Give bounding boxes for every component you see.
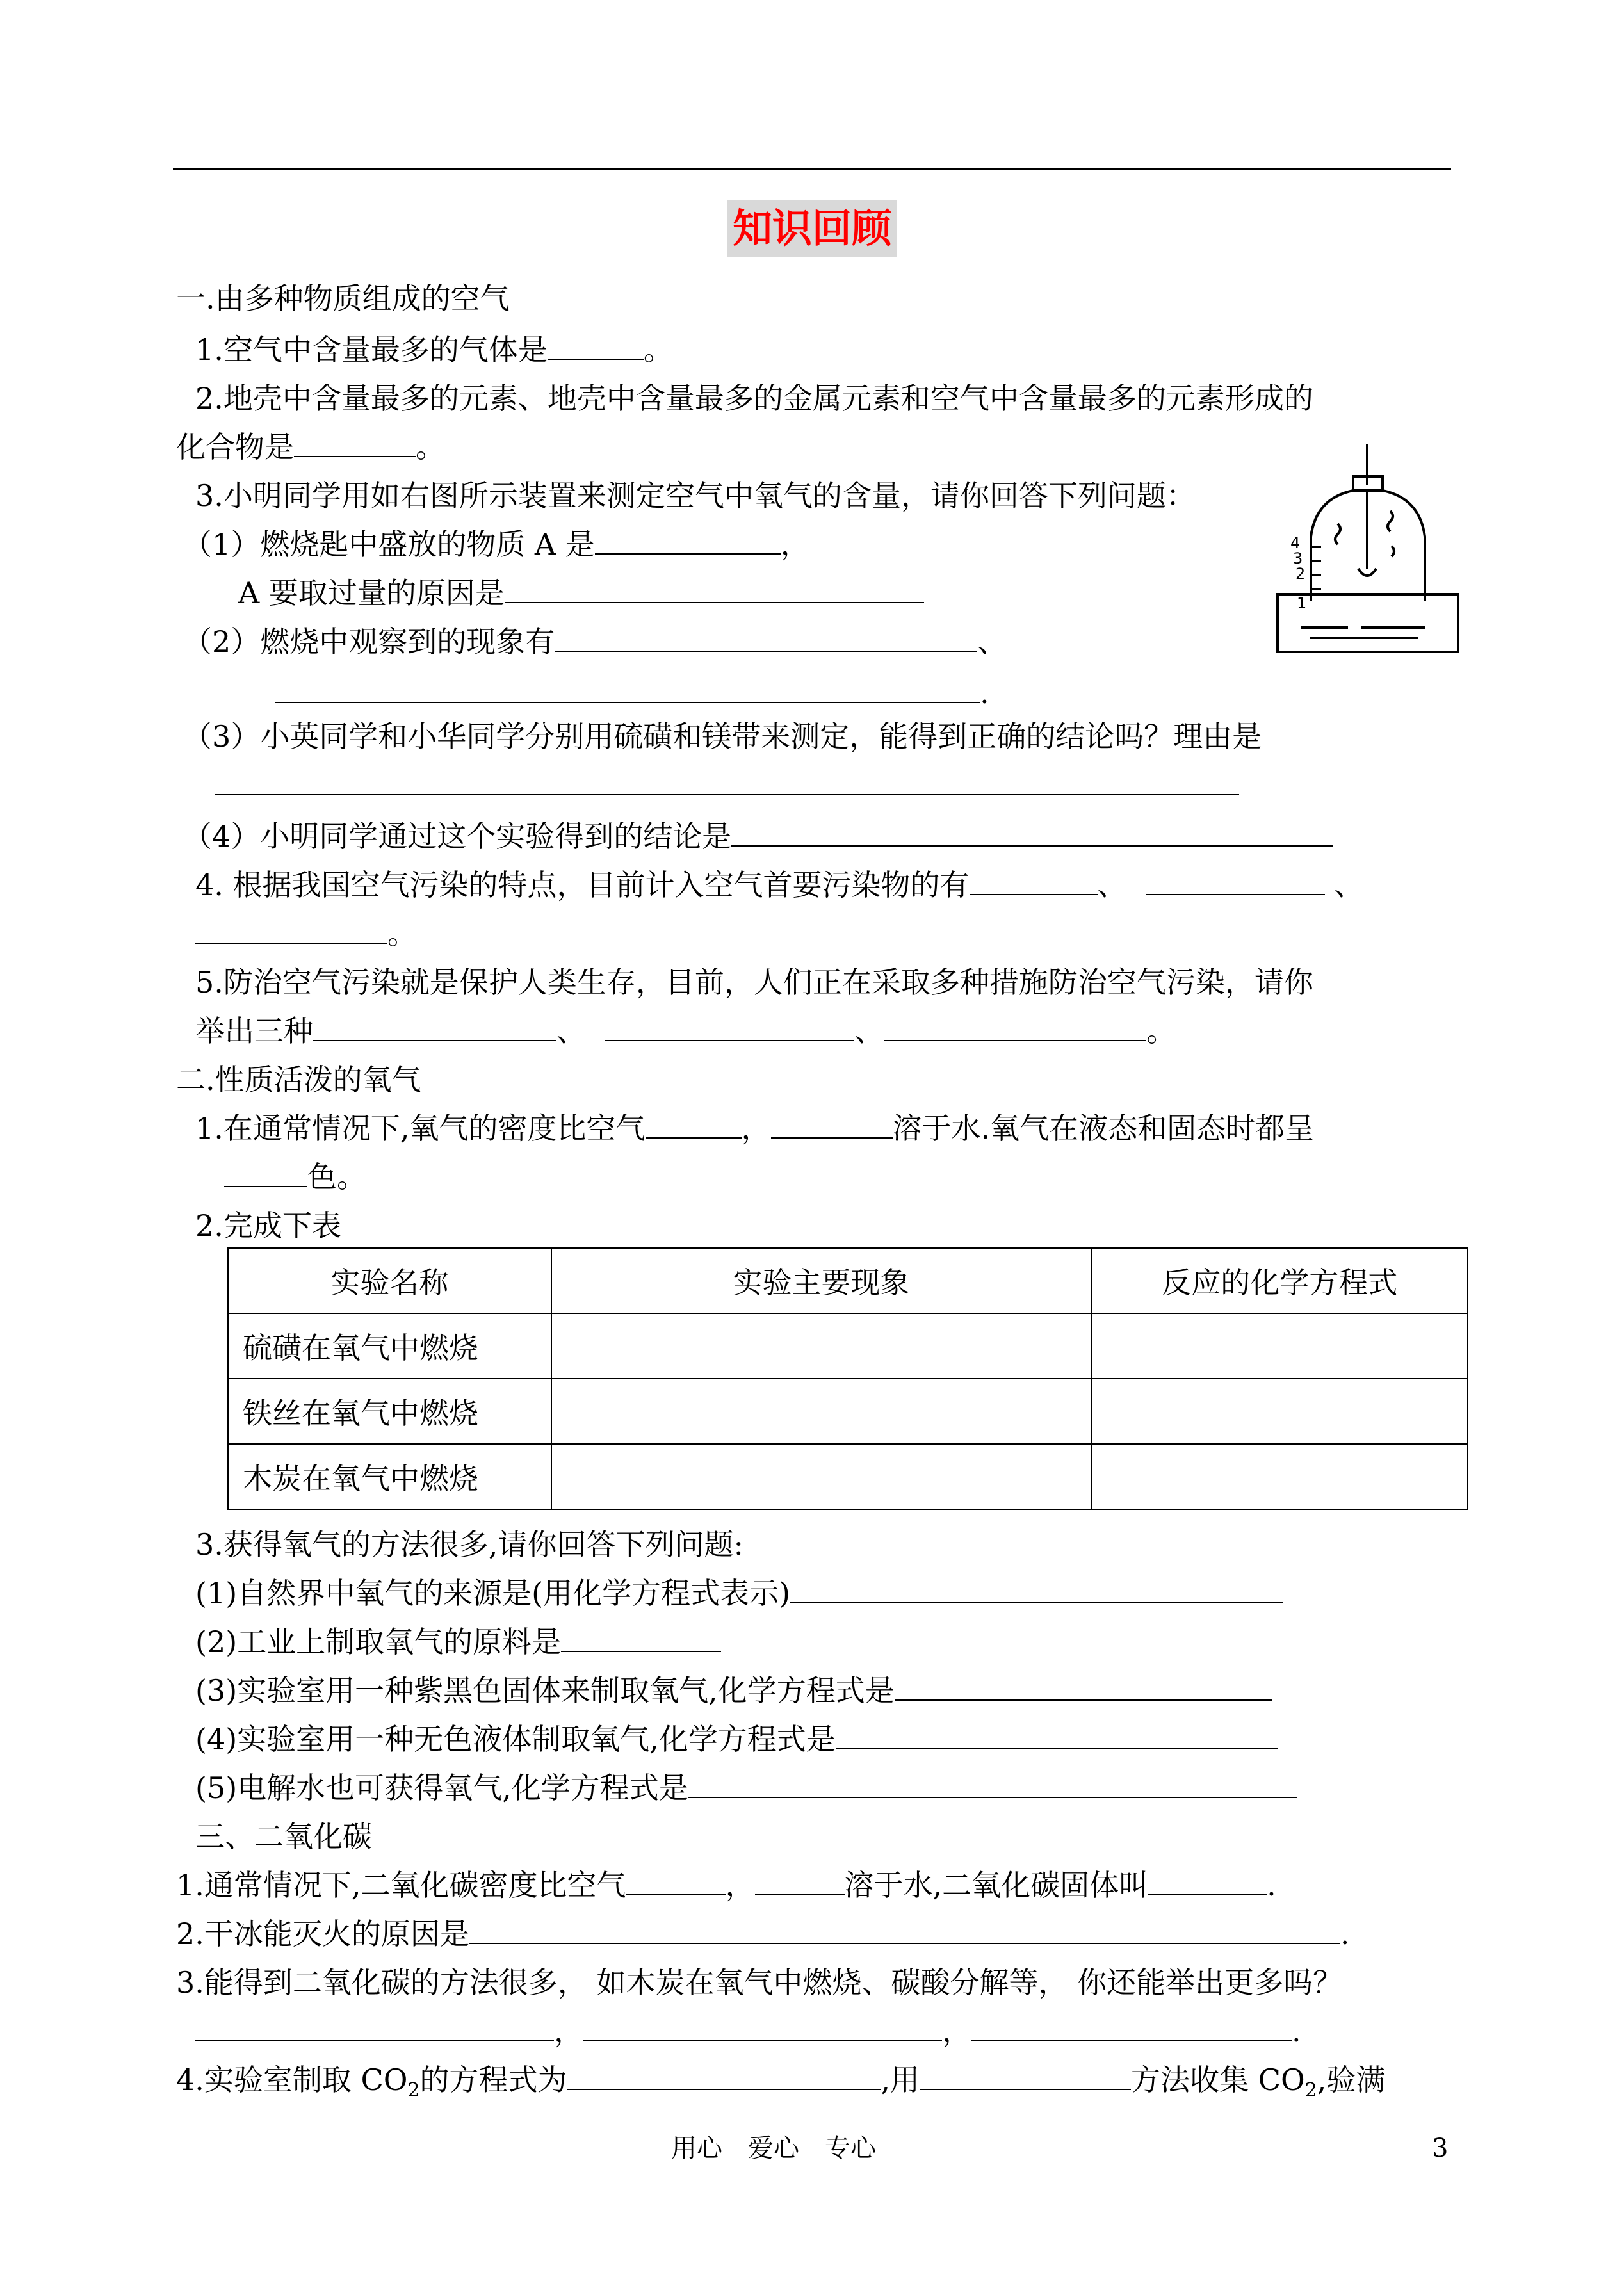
s1-q5-line1: 5.防治空气污染就是保护人类生存，目前，人们正在采取多种措施防治空气污染，请你: [195, 965, 1313, 1000]
s3-q3: 3.能得到二氧化碳的方法很多， 如木炭在氧气中燃烧、碳酸分解等， 你还能举出更多吗？: [176, 1965, 1343, 2000]
answer-blank[interactable]: [1146, 866, 1325, 895]
title-text: 知识回顾: [727, 200, 897, 257]
s1-q3-1b: A 要取过量的原因是: [238, 574, 924, 612]
table-row: [228, 1313, 1468, 1379]
level-mark: 4: [1290, 534, 1301, 552]
s1-q4-b: 。: [195, 914, 417, 953]
experiment-name-cell: 木炭在氧气中燃烧: [228, 1444, 551, 1509]
answer-blank[interactable]: [313, 1012, 556, 1041]
answer-blank[interactable]: [790, 1574, 1283, 1603]
s1-q3-1: （1）燃烧匙中盛放的物质 A 是 ，: [183, 525, 810, 564]
header-rule: [173, 168, 1451, 170]
experiment-table: [227, 1247, 1468, 1510]
table-row: [228, 1379, 1468, 1444]
s3-q3-b: ， ， .: [195, 2012, 1301, 2050]
answer-blank[interactable]: [688, 1769, 1297, 1798]
s1-q5-line2: 举出三种 、 、 。: [195, 1012, 1176, 1050]
oxygen-measurement-apparatus-figure: [1271, 441, 1463, 658]
answer-blank[interactable]: [583, 2012, 942, 2041]
s3-q1: 1.通常情况下,二氧化碳密度比空气 ， 溶于水,二氧化碳固体叫 .: [176, 1866, 1276, 1904]
answer-blank[interactable]: [215, 766, 1239, 795]
equation-cell[interactable]: [1092, 1444, 1468, 1509]
answer-blank[interactable]: [595, 525, 781, 555]
answer-blank[interactable]: [920, 2061, 1131, 2090]
level-mark: 3: [1293, 549, 1303, 567]
level-mark: 2: [1295, 565, 1306, 583]
answer-blank[interactable]: [731, 817, 1333, 847]
answer-blank[interactable]: [895, 1671, 1272, 1701]
s1-q4: 4. 根据我国空气污染的特点，目前计入空气首要污染物的有 、 、: [195, 866, 1363, 904]
answer-blank[interactable]: [561, 1623, 721, 1652]
column-header: 反应的化学方程式: [1092, 1248, 1468, 1313]
s1-q3-3b: [215, 766, 1239, 804]
s1-q2-line2: 化合物是 。: [176, 428, 445, 466]
column-header: 实验名称: [228, 1248, 551, 1313]
s3-q2: 2.干冰能灭火的原因是 .: [176, 1915, 1350, 1953]
s3-q4: 4.实验室制取 $CO_2$的方程式为 ,用 方法收集 $CO_2$,验满: [176, 2061, 1385, 2110]
phenomenon-cell[interactable]: [551, 1444, 1092, 1509]
answer-blank[interactable]: [836, 1720, 1278, 1749]
experiment-name-cell: 硫磺在氧气中燃烧: [228, 1313, 551, 1379]
page-title: [0, 200, 1624, 257]
answer-blank[interactable]: [646, 1109, 742, 1139]
page-number: 3: [1432, 2134, 1449, 2163]
s2-q3-5: (5)电解水也可获得氧气,化学方程式是: [195, 1769, 1297, 1807]
s1-q3: 3.小明同学用如右图所示装置来测定空气中氧气的含量，请你回答下列问题：: [195, 478, 1196, 513]
answer-blank[interactable]: [1148, 1866, 1267, 1895]
section1-heading: 一.由多种物质组成的空气: [176, 281, 510, 316]
phenomenon-cell[interactable]: [551, 1379, 1092, 1444]
s2-q1-b: 色。: [224, 1158, 366, 1196]
answer-blank[interactable]: [567, 2061, 881, 2090]
equation-cell[interactable]: [1092, 1313, 1468, 1379]
answer-blank[interactable]: [224, 1158, 307, 1187]
s1-q3-4: （4）小明同学通过这个实验得到的结论是: [183, 817, 1333, 856]
answer-blank[interactable]: [884, 1012, 1146, 1041]
answer-blank[interactable]: [605, 1012, 854, 1041]
s1-q3-2b: .: [275, 674, 989, 712]
answer-blank[interactable]: [771, 1109, 893, 1139]
experiment-name-cell: 铁丝在氧气中燃烧: [228, 1379, 551, 1444]
s2-q2: 2.完成下表: [195, 1208, 341, 1243]
column-header: 实验主要现象: [551, 1248, 1092, 1313]
table-row: [228, 1444, 1468, 1509]
answer-blank[interactable]: [548, 330, 644, 360]
s2-q3-4: (4)实验室用一种无色液体制取氧气,化学方程式是: [195, 1720, 1278, 1758]
s2-q3: 3.获得氧气的方法很多,请你回答下列问题:: [195, 1527, 744, 1562]
answer-blank[interactable]: [294, 428, 416, 457]
answer-blank[interactable]: [626, 1866, 726, 1895]
answer-blank[interactable]: [555, 622, 977, 652]
s2-q3-1: (1)自然界中氧气的来源是(用化学方程式表示): [195, 1574, 1283, 1612]
phenomenon-cell[interactable]: [551, 1313, 1092, 1379]
s1-q3-2: （2）燃烧中观察到的现象有 、: [183, 622, 1007, 661]
answer-blank[interactable]: [971, 2012, 1292, 2041]
table-header-row: [228, 1248, 1468, 1313]
footer-motto: 用心 爱心 专心: [671, 2134, 876, 2163]
s1-q1: 1.空气中含量最多的气体是 。: [195, 330, 673, 369]
s2-q3-2: (2)工业上制取氧气的原料是: [195, 1623, 721, 1661]
answer-blank[interactable]: [469, 1915, 1340, 1944]
answer-blank[interactable]: [970, 866, 1098, 895]
s2-q3-3: (3)实验室用一种紫黑色固体来制取氧气,化学方程式是: [195, 1671, 1272, 1710]
equation-cell[interactable]: [1092, 1379, 1468, 1444]
section3-heading: 三、二氧化碳: [195, 1819, 372, 1854]
level-mark: 1: [1297, 594, 1307, 612]
answer-blank[interactable]: [505, 574, 924, 603]
section2-heading: 二.性质活泼的氧气: [176, 1062, 421, 1097]
s2-q1: 1.在通常情况下,氧气的密度比空气 ， 溶于水.氧气在液态和固态时都呈: [195, 1109, 1314, 1148]
s1-q3-3: （3）小英同学和小华同学分别用硫磺和镁带来测定，能得到正确的结论吗？理由是: [183, 719, 1262, 754]
answer-blank[interactable]: [755, 1866, 845, 1895]
answer-blank[interactable]: [195, 914, 387, 944]
answer-blank[interactable]: [195, 2012, 554, 2041]
s1-q2-line1: 2.地壳中含量最多的元素、地壳中含量最多的金属元素和空气中含量最多的元素形成的: [195, 381, 1313, 416]
answer-blank[interactable]: [275, 674, 980, 703]
